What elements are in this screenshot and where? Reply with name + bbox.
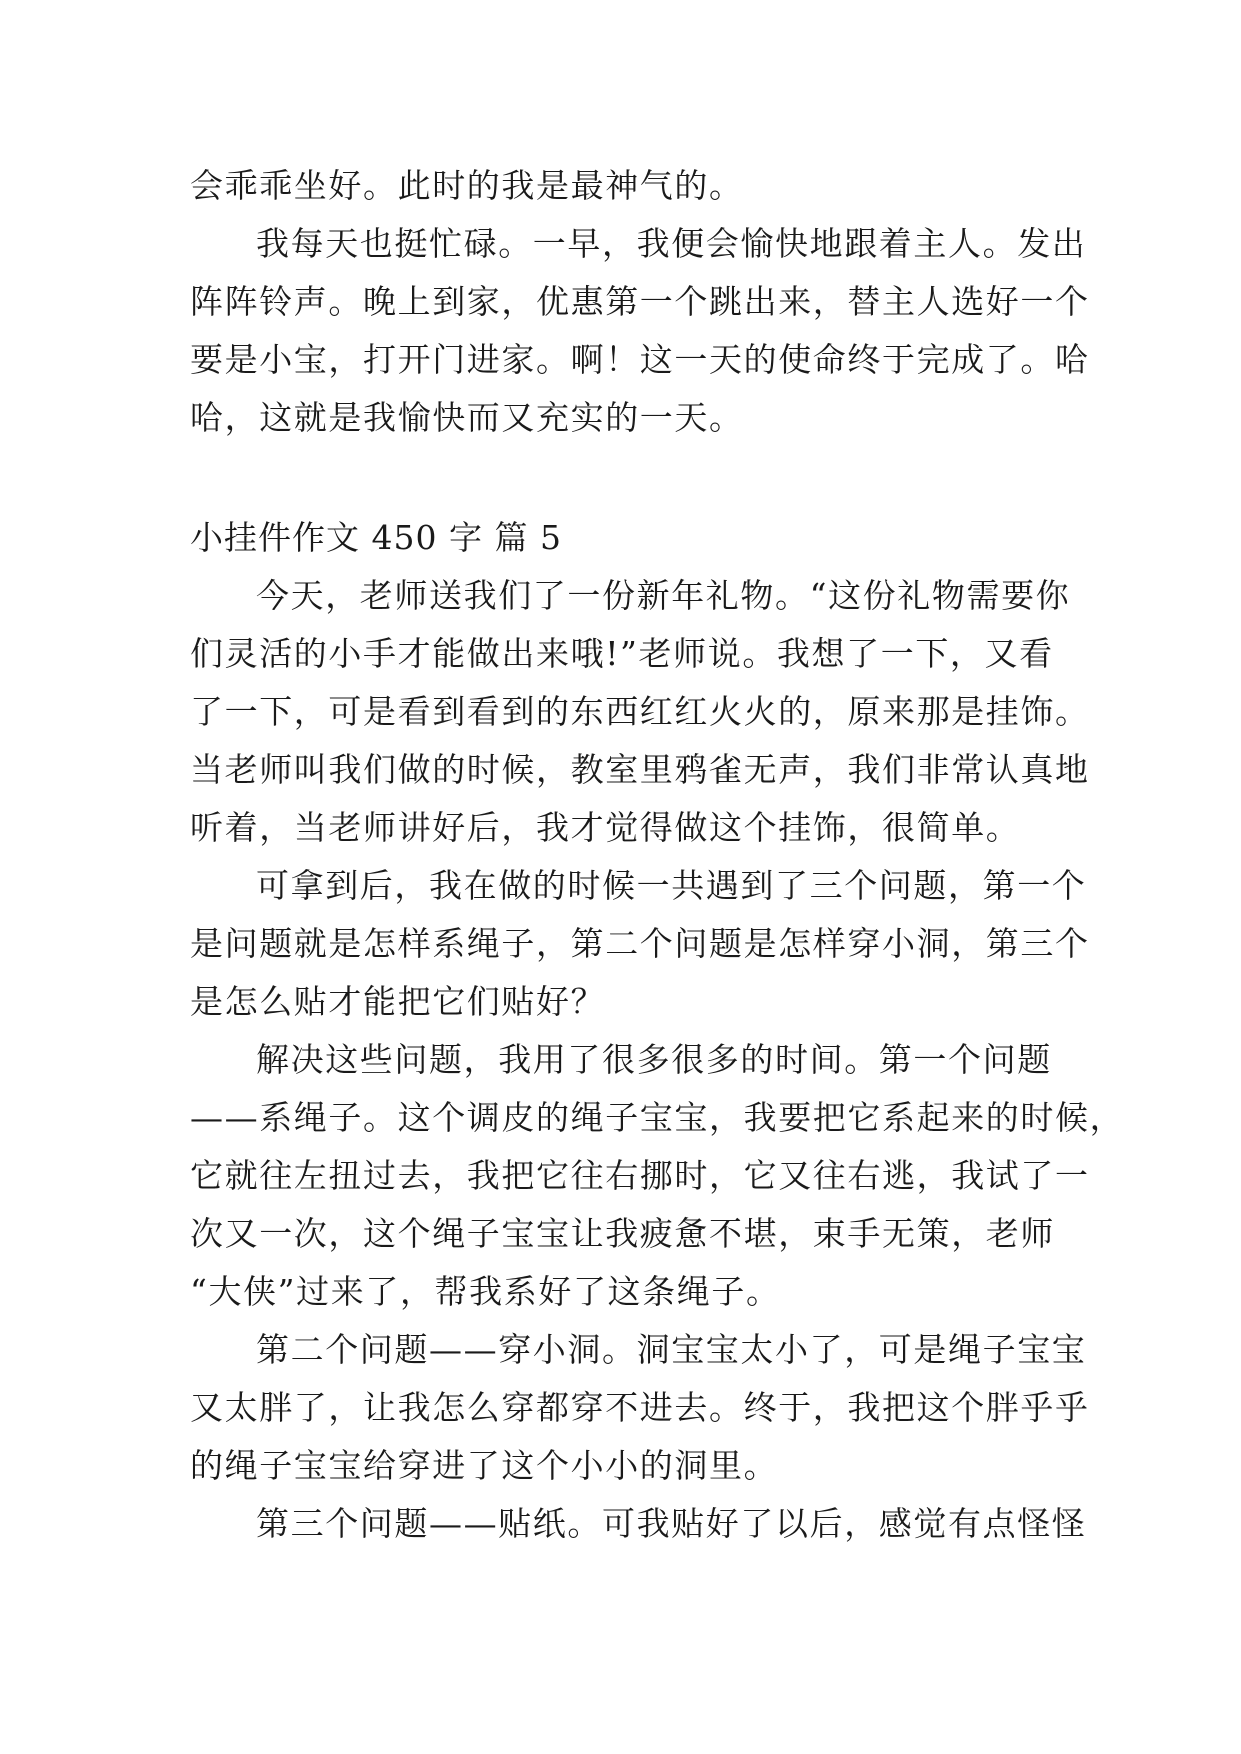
text-line: 听着，当老师讲好后，我才觉得做这个挂饰，很简单。	[190, 808, 1021, 847]
text-line: 要是小宝，打开门进家。啊！这一天的使命终于完成了。哈	[190, 340, 1090, 379]
text-line: 可拿到后，我在做的时候一共遇到了三个问题，第一个	[256, 866, 1087, 905]
text-line: “大侠”过来了，帮我系好了这条绳子。	[190, 1272, 781, 1311]
text-line: 是问题就是怎样系绳子，第二个问题是怎样穿小洞，第三个	[190, 924, 1090, 963]
text-line: 了一下，可是看到看到的东西红红火火的，原来那是挂饰。	[190, 692, 1090, 731]
text-line: 是怎么贴才能把它们贴好？	[190, 982, 606, 1021]
text-line: ——系绳子。这个调皮的绳子宝宝，我要把它系起来的时候，	[190, 1098, 1125, 1137]
section-heading: 小挂件作文 450 字 篇 5	[190, 518, 562, 557]
text-line: 第三个问题——贴纸。可我贴好了以后，感觉有点怪怪	[256, 1504, 1087, 1543]
text-line: 次又一次，这个绳子宝宝让我疲惫不堪，束手无策，老师	[190, 1214, 1055, 1253]
text-line: 今天，老师送我们了一份新年礼物。“这份礼物需要你	[256, 576, 1071, 615]
text-line: 阵阵铃声。晚上到家，优惠第一个跳出来，替主人选好一个	[190, 282, 1090, 321]
text-line: 第二个问题——穿小洞。洞宝宝太小了，可是绳子宝宝	[256, 1330, 1087, 1369]
text-line: 哈，这就是我愉快而又充实的一天。	[190, 398, 744, 437]
text-line: 它就往左扭过去，我把它往右挪时，它又往右逃，我试了一	[190, 1156, 1090, 1195]
text-line: 会乖乖坐好。此时的我是最神气的。	[190, 166, 744, 205]
text-line: 我每天也挺忙碌。一早，我便会愉快地跟着主人。发出	[256, 224, 1087, 263]
text-line: 的绳子宝宝给穿进了这个小小的洞里。	[190, 1446, 779, 1485]
text-line: 又太胖了，让我怎么穿都穿不进去。终于，我把这个胖乎乎	[190, 1388, 1090, 1427]
text-line: 们灵活的小手才能做出来哦!”老师说。我想了一下，又看	[190, 634, 1054, 673]
text-line: 当老师叫我们做的时候，教室里鸦雀无声，我们非常认真地	[190, 750, 1090, 789]
text-line: 解决这些问题，我用了很多很多的时间。第一个问题	[256, 1040, 1052, 1079]
